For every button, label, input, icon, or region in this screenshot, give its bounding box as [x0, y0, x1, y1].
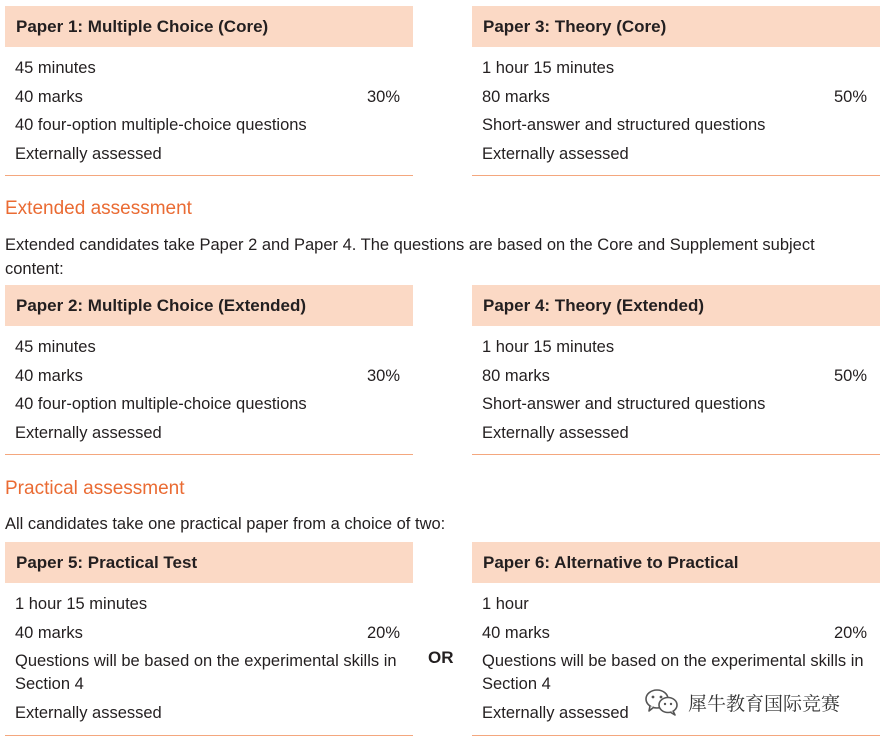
or-label: OR [428, 648, 454, 667]
paper-title: Paper 5: Practical Test [5, 542, 413, 583]
paper-format: Questions will be based on the experimental skills in Section 4 [15, 652, 397, 693]
paper-marks-row [482, 83, 880, 112]
paper-marks: 40 marks [15, 87, 83, 106]
paper-format: Short-answer and structured questions [482, 116, 766, 134]
paper-details [472, 47, 880, 176]
paper-details [5, 326, 413, 455]
paper-2-box [5, 285, 413, 455]
paper-weight: 50% [833, 366, 867, 385]
paper-duration: 1 hour [482, 595, 529, 613]
paper-format: 40 four-option multiple-choice questions [15, 395, 307, 413]
paper-format: Questions will be based on the experimental skills in Section 4 [482, 652, 864, 693]
paper-weight: 30% [366, 87, 400, 106]
extended-assessment-heading: Extended assessment [5, 198, 192, 219]
practical-intro: All candidates take one practical paper from a choice of two: [5, 515, 446, 533]
paper-details [5, 583, 413, 736]
paper-marks-row [15, 619, 413, 648]
paper-1-box [5, 6, 413, 176]
paper-title: Paper 3: Theory (Core) [472, 6, 880, 47]
paper-title: Paper 1: Multiple Choice (Core) [5, 6, 413, 47]
wechat-icon [644, 688, 680, 716]
paper-weight: 20% [366, 623, 400, 642]
paper-format: 40 four-option multiple-choice questions [15, 116, 307, 134]
paper-marks: 40 marks [15, 623, 83, 642]
paper-3-box [472, 6, 880, 176]
paper-marks-row [482, 619, 880, 648]
watermark [644, 688, 840, 716]
paper-duration: 1 hour 15 minutes [15, 595, 148, 613]
paper-weight: 30% [366, 366, 400, 385]
paper-duration: 45 minutes [15, 59, 96, 77]
paper-details [5, 47, 413, 176]
paper-assessment: Externally assessed [15, 144, 162, 163]
paper-marks: 40 marks [482, 623, 550, 642]
paper-assessment: Externally assessed [482, 423, 629, 442]
paper-duration: 1 hour 15 minutes [482, 338, 615, 356]
extended-intro: Extended candidates take Paper 2 and Paper 4. The questions are based on the Core and Supplement subject content: [5, 236, 815, 278]
paper-marks-row [482, 362, 880, 391]
paper-duration: 1 hour 15 minutes [482, 59, 615, 77]
paper-assessment: Externally assessed [15, 423, 162, 442]
paper-5-box [5, 542, 413, 736]
paper-format: Short-answer and structured questions [482, 395, 766, 413]
paper-title: Paper 2: Multiple Choice (Extended) [5, 285, 413, 326]
paper-marks: 80 marks [482, 366, 550, 385]
paper-title: Paper 4: Theory (Extended) [472, 285, 880, 326]
paper-duration: 45 minutes [15, 338, 96, 356]
paper-assessment: Externally assessed [15, 704, 162, 722]
paper-details [472, 326, 880, 455]
paper-weight: 20% [833, 623, 867, 642]
paper-marks-row [15, 83, 413, 112]
paper-weight: 50% [833, 87, 867, 106]
watermark-text: 犀牛教育国际竞赛 [688, 693, 841, 715]
paper-marks-row [15, 362, 413, 391]
practical-assessment-heading: Practical assessment [5, 478, 185, 499]
paper-title: Paper 6: Alternative to Practical [472, 542, 880, 583]
paper-assessment: Externally assessed [482, 704, 629, 722]
paper-marks: 80 marks [482, 87, 550, 106]
paper-4-box [472, 285, 880, 455]
paper-marks: 40 marks [15, 366, 83, 385]
paper-assessment: Externally assessed [482, 144, 629, 163]
